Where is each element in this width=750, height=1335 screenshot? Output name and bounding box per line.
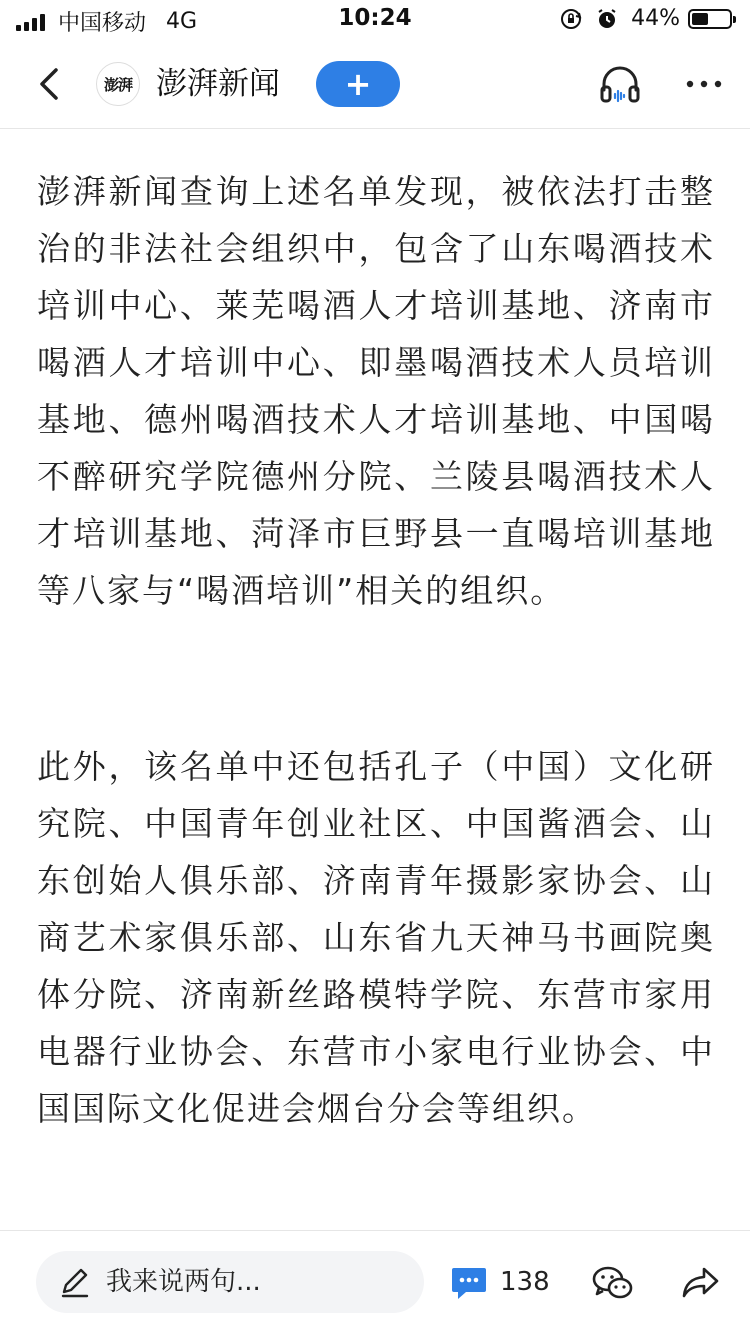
status-time: 10:24 <box>338 5 412 31</box>
pen-icon <box>58 1265 92 1299</box>
battery-icon <box>688 9 732 29</box>
alarm-icon <box>595 7 619 31</box>
rotation-lock-icon <box>559 7 583 31</box>
logo-text: 澎湃 <box>103 75 132 94</box>
publisher-logo[interactable] <box>96 62 140 106</box>
status-bar <box>0 0 750 40</box>
comment-count: 138 <box>500 1267 550 1297</box>
more-icon[interactable] <box>684 62 724 106</box>
headphones-icon[interactable] <box>598 62 642 106</box>
chevron-left-icon[interactable] <box>30 62 70 106</box>
status-right <box>559 6 732 31</box>
carrier-name: 中国移动 <box>58 11 147 36</box>
comment-placeholder: 我来说两句... <box>106 1267 261 1297</box>
share-icon[interactable] <box>680 1261 722 1303</box>
nav-bar <box>0 40 750 129</box>
follow-button[interactable]: + <box>316 61 400 107</box>
comment-count-button[interactable] <box>450 1263 550 1301</box>
comment-icon <box>450 1263 488 1301</box>
network-type: 4G <box>166 9 198 34</box>
article-paragraph: 澎湃新闻查询上述名单发现，被依法打击整治的非法社会组织中，包含了山东喝酒技术培训中心、莱芜喝酒人才培训基地、济南市喝酒人才培训中心、即墨喝酒技术人员培训基地、德州喝酒技术人才培训基地、中国喝不醉研究学院德州分院、兰陵县喝酒技术人才培训基地、菏泽市巨野县一直喝培训基地等八家与“喝酒培训”相关的组织。 <box>37 172 715 610</box>
battery-fill <box>692 13 708 25</box>
article-paragraph: 此外，该名单中还包括孔子（中国）文化研究院、中国青年创业社区、中国酱酒会、山东创始人俱乐部、济南青年摄影家协会、山商艺术家俱乐部、山东省九天神马书画院奥体分院、济南新丝路模特学院、东营市家用电器行业协会、东营市小家电行业协会、中国国际文化促进会烟台分会等组织。 <box>37 747 715 1128</box>
battery-percent: 44% <box>631 6 680 31</box>
publisher-name[interactable]: 澎湃新闻 <box>156 66 280 102</box>
wechat-icon[interactable] <box>591 1261 635 1305</box>
bottom-bar <box>0 1230 750 1335</box>
comment-input[interactable] <box>36 1251 424 1313</box>
